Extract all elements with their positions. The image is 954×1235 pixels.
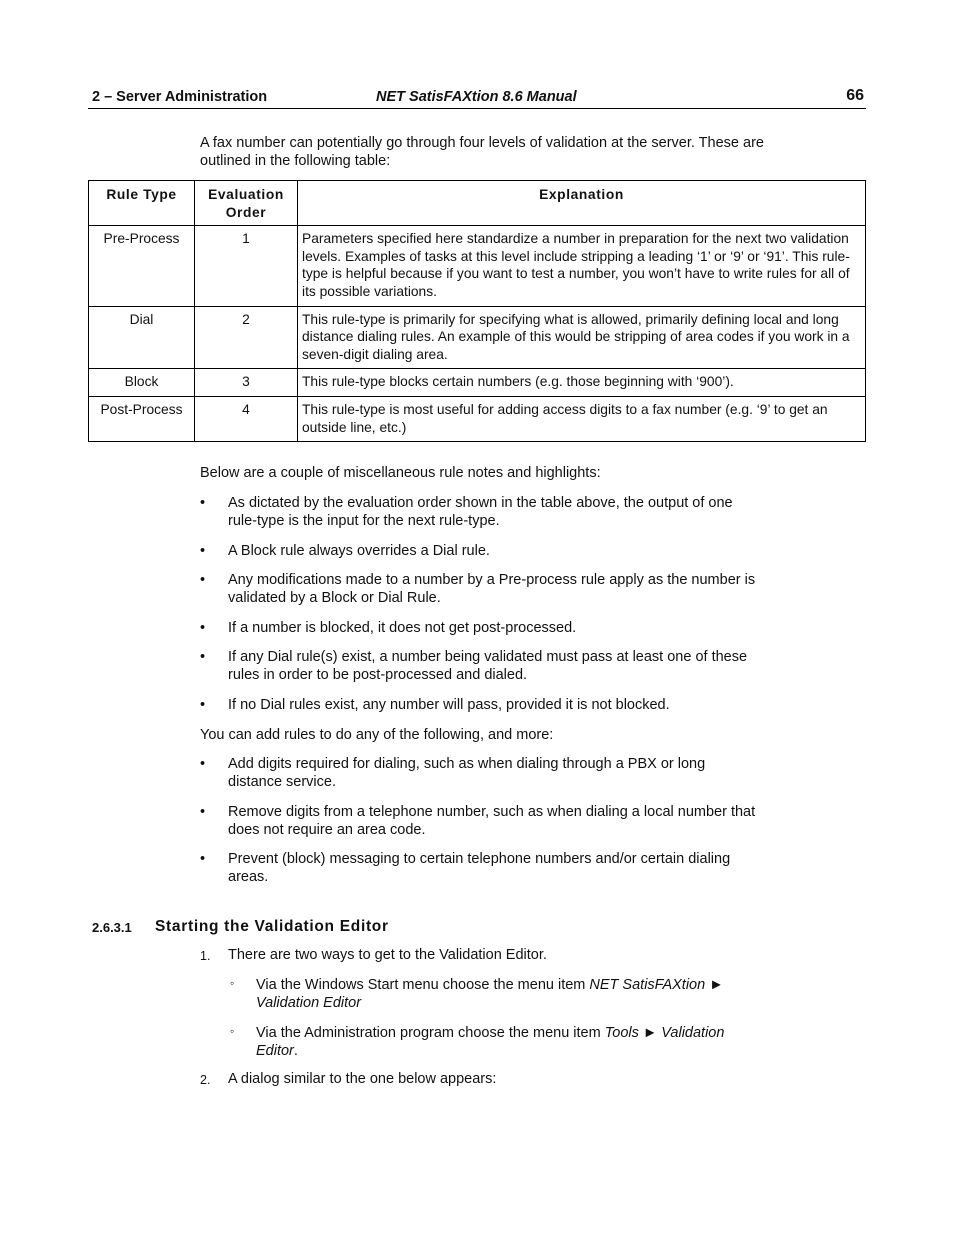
cell-order: 4 [195,396,298,441]
header-title: NET SatisFAXtion 8.6 Manual [376,89,577,105]
bullet-marker: • [200,495,206,511]
step-text: There are two ways to get to the Validation Editor. [228,947,547,963]
cell-order: 3 [195,369,298,397]
cell-order: 1 [195,226,298,306]
add-rules-list [200,755,760,898]
bullet-marker: • [200,696,206,713]
cell-rule-type: Block [89,369,195,397]
table-header-row [89,181,866,226]
bullet-marker: • [200,619,206,636]
bullet-marker: • [200,649,206,665]
menu-path-tools: Tools ► Validation Editor [256,1024,725,1059]
cell-order: 2 [195,306,298,369]
bullet-marker: • [200,542,206,559]
menu-path-start: NET SatisFAXtion ► Validation Editor [256,977,724,1011]
notes-list [200,494,760,725]
bullet-marker: • [200,572,206,588]
circle-bullet: ◦ [230,976,235,990]
list-item: • Prevent (block) messaging to certain telephone numbers and/or certain dialing areas. [200,851,731,885]
cell-explanation: This rule-type is most useful for adding access digits to a fax number (e.g. ‘9’ to get an outside line, etc.) [298,396,866,441]
step-number: 1. [200,949,211,963]
list-item: • If a number is blocked, it does not get post-processed. [200,619,577,636]
cell-rule-type: Post-Process [89,396,195,441]
list-item: ◦ Via the Administration program choose the menu item Tools ► Validation Editor. [230,1023,725,1059]
validation-levels-table [88,180,866,442]
list-item: • Remove digits from a telephone number, such as when dialing a local number that does not require an area code. [200,803,756,838]
bullet-marker: • [200,851,206,867]
step-number: 2. [200,1073,211,1087]
list-item: • Any modifications made to a number by a Pre-process rule apply as the number is validated by a Block or Dial Rule. [200,572,756,606]
list-item: ◦ Via the Windows Start menu choose the menu item NET SatisFAXtion ► Validation Editor [230,976,724,1011]
col-header-evaluation-order: Evaluation Order [195,181,298,226]
col-header-rule-type: Rule Type [89,181,195,226]
bullet-marker: • [200,756,206,772]
bullet-marker: • [200,803,206,820]
table-row [89,396,866,441]
intro-paragraph: A fax number can potentially go through four levels of validation at the server. These are outlined in the following table: [200,135,764,169]
add-rules-lead: You can add rules to do any of the following, and more: [200,727,554,743]
page-number: 66 [846,87,864,104]
table-row [89,306,866,369]
step-1-options [228,976,748,1071]
notes-lead: Below are a couple of miscellaneous rule notes and highlights: [200,465,601,481]
page-header [88,88,866,109]
list-item: • If no Dial rules exist, any number will pass, provided it is not blocked. [200,696,670,713]
step-text: A dialog similar to the one below appears: [228,1071,497,1087]
col-header-explanation: Explanation [298,181,866,226]
list-item: • Add digits required for dialing, such as when dialing through a PBX or long distance service. [200,756,706,790]
table-row [89,369,866,397]
section-number: 2.6.3.1 [92,920,132,935]
section-title: Starting the Validation Editor [155,918,389,935]
table-row [89,226,866,306]
cell-explanation: This rule-type blocks certain numbers (e.g. those beginning with ‘900’). [298,369,866,397]
cell-rule-type: Pre-Process [89,226,195,306]
list-item: • A Block rule always overrides a Dial rule. [200,542,490,559]
cell-rule-type: Dial [89,306,195,369]
header-section: 2 – Server Administration [92,89,268,105]
list-item: • As dictated by the evaluation order shown in the table above, the output of one rule-type is the input for the next rule-type. [200,495,733,529]
cell-explanation: This rule-type is primarily for specifying what is allowed, primarily defining local and long distance dialing rules. An example of this would be stripping of area codes if you work in a seven-digit dialing area. [298,306,866,369]
cell-explanation: Parameters specified here standardize a number in preparation for the next two validation levels. Examples of tasks at this level include stripping a leading ‘1’ or ‘9’ or ‘91’. This rule-type is helpful because if you want to test a number, you won’t have to write rules for all of its possible variations. [298,226,866,306]
circle-bullet: ◦ [230,1023,235,1038]
list-item: • If any Dial rule(s) exist, a number being validated must pass at least one of these rules in order to be post-processed and dialed. [200,649,748,683]
